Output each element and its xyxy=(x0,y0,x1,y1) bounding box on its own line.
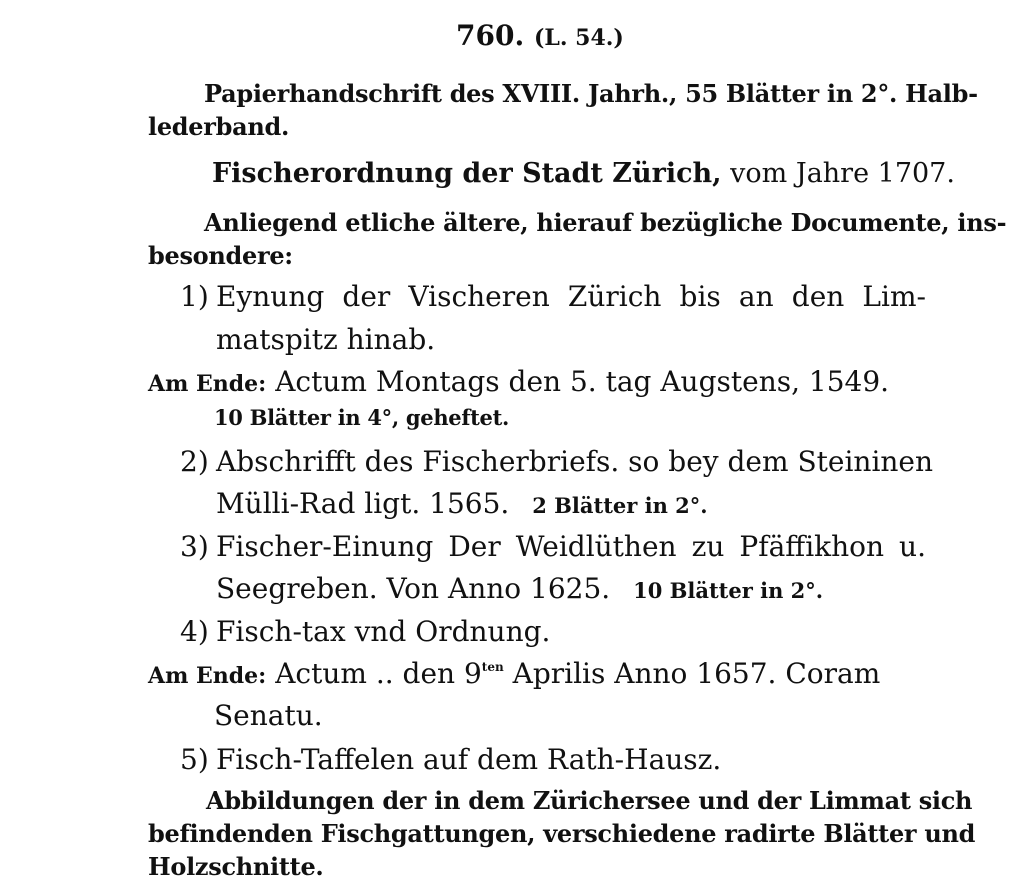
item-number-4: 4) xyxy=(180,615,209,648)
end-note-2-superscript: ten xyxy=(481,660,504,674)
item-1-line-2: matspitz hinab. xyxy=(216,323,436,356)
end-note-2-line-2: Senatu. xyxy=(214,699,323,732)
item-3-line-1: Fischer-Einung Der Weidlüthen zu Pfäffikhon u. xyxy=(216,530,926,563)
end-note-2-text-b: Aprilis Anno 1657. Coram xyxy=(512,657,881,690)
end-note-1 xyxy=(148,365,928,398)
item-5-line-1: Fisch-Taffelen auf dem Rath-Hausz. xyxy=(216,743,722,776)
end-note-1-text: Actum Montags den 5. tag Augstens, 1549. xyxy=(275,365,890,398)
closing-line-1: Abbildungen der in dem Zürichersee und der Limmat sich xyxy=(206,786,973,815)
item-number-3: 3) xyxy=(180,530,209,563)
entry-number-heading xyxy=(456,19,624,52)
item-3-line-2 xyxy=(216,572,824,605)
intro-line-1: Anliegend etliche ältere, hierauf bezügliche Documente, ins- xyxy=(204,208,1007,237)
item-1-line-1: Eynung der Vischeren Zürich bis an den Lim- xyxy=(216,280,926,313)
closing-line-3: Holzschnitte. xyxy=(148,852,324,881)
item-number-1: 1) xyxy=(180,280,209,313)
title-bold: Fischerordnung der Stadt Zürich, xyxy=(212,158,722,189)
intro-line-2: besondere: xyxy=(148,241,293,270)
item-2-line-2 xyxy=(216,487,708,520)
item-number-2: 2) xyxy=(180,445,209,478)
end-note-2 xyxy=(148,657,928,690)
item-number-5: 5) xyxy=(180,743,209,776)
description-line-2: lederband. xyxy=(148,112,290,141)
end-note-2-text-a: Actum .. den 9 xyxy=(275,657,482,690)
item-2-extent: 2 Blätter in 2°. xyxy=(532,493,708,518)
closing-line-2: befindenden Fischgattungen, verschiedene radirte Blätter und xyxy=(148,819,976,848)
item-3-extent: 10 Blätter in 2°. xyxy=(633,578,824,603)
manuscript-title xyxy=(212,158,955,189)
item-4-line-1: Fisch-tax vnd Ordnung. xyxy=(216,615,551,648)
item-3-line-2-text: Seegreben. Von Anno 1625. xyxy=(216,572,611,605)
entry-number: 760. xyxy=(456,19,525,52)
description-line-1: Papierhandschrift des XVIII. Jahrh., 55 Blätter in 2°. Halb- xyxy=(204,79,978,108)
title-rest: vom Jahre 1707. xyxy=(730,158,955,189)
item-2-line-2-text: Mülli-Rad ligt. 1565. xyxy=(216,487,510,520)
item-2-line-1: Abschrifft des Fischerbriefs. so bey dem Steininen xyxy=(216,445,934,478)
entry-reference: (L. 54.) xyxy=(533,25,624,51)
end-note-1-extent: 10 Blätter in 4°, geheftet. xyxy=(214,405,509,430)
end-note-1-label: Am Ende: xyxy=(148,371,267,397)
end-note-2-label: Am Ende: xyxy=(148,663,267,689)
